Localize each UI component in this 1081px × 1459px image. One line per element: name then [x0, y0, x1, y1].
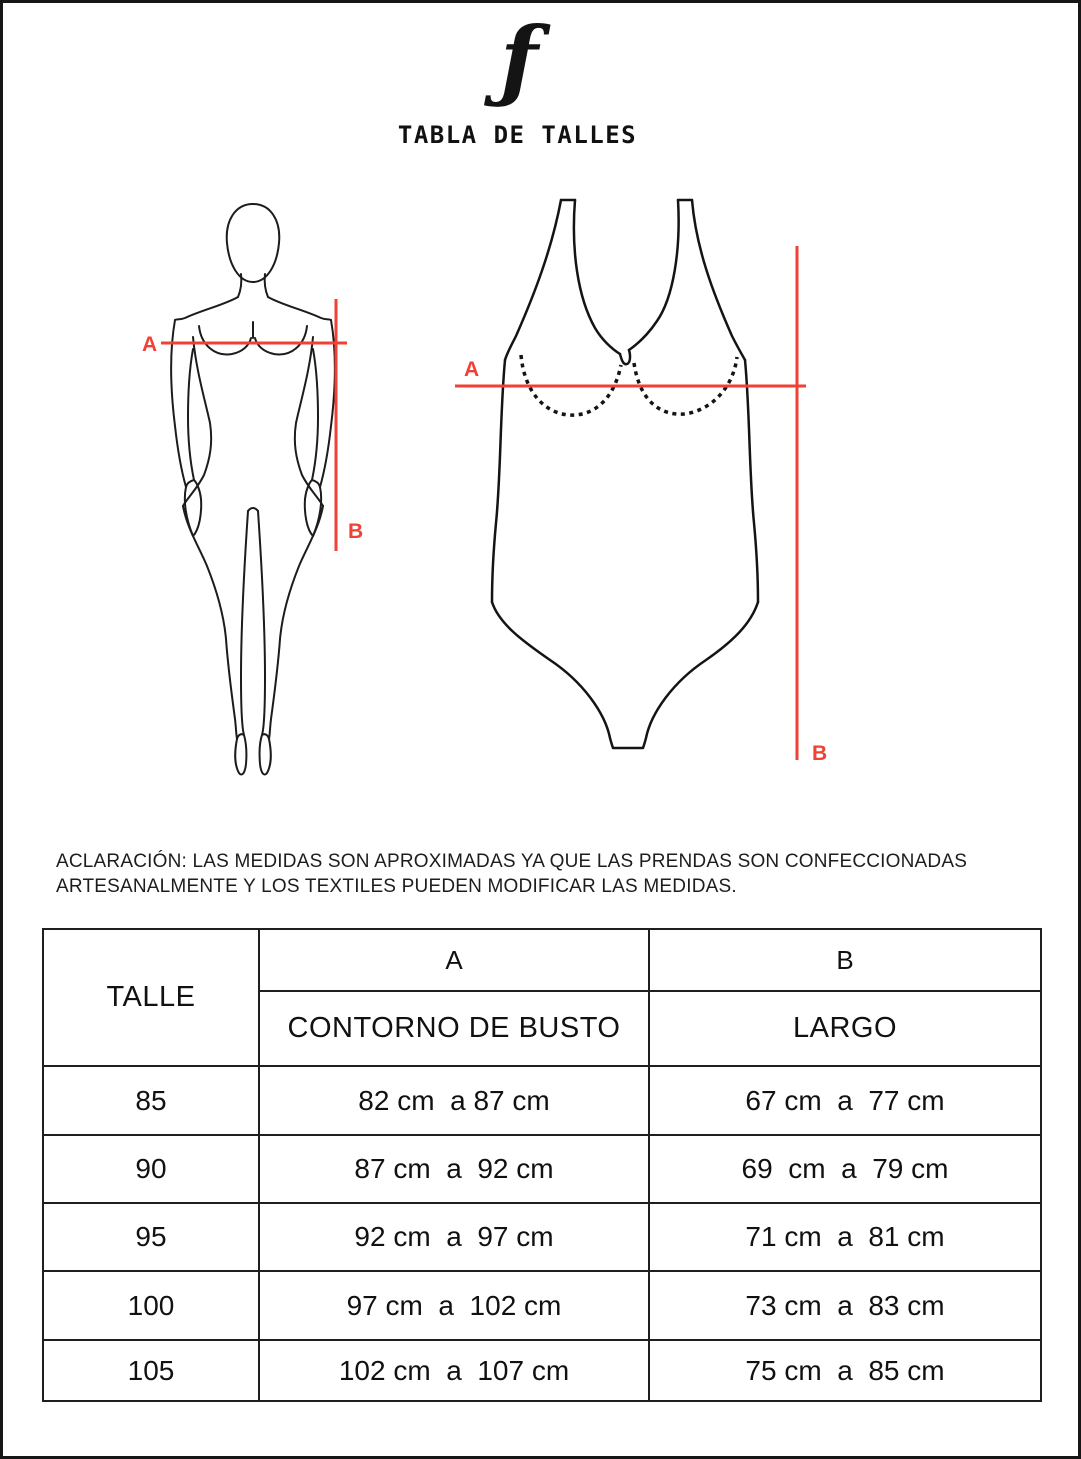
size-table-header-b: B	[649, 929, 1041, 991]
disclaimer-line-1: ACLARACIÓN: LAS MEDIDAS SON APROXIMADAS YA QUE LAS PRENDAS SON CONFECCIONADAS	[56, 851, 968, 872]
size-table-header-largo: LARGO	[649, 991, 1041, 1066]
table-header-letters-row	[43, 929, 1041, 991]
swimsuit-outline	[492, 200, 758, 748]
size-value: 85	[43, 1066, 259, 1135]
body-label-b: B	[348, 520, 364, 543]
disclaimer-note	[56, 849, 1016, 899]
disclaimer-line-2: ARTESANALMENTE Y LOS TEXTILES PUEDEN MODIFICAR LAS MEDIDAS.	[56, 876, 737, 897]
table-row	[43, 1271, 1041, 1340]
size-table	[42, 928, 1042, 1402]
table-row	[43, 1066, 1041, 1135]
length-range-value: 71 cm a 81 cm	[649, 1203, 1041, 1271]
body-measurement-figure	[128, 198, 388, 798]
size-table-header-contorno-busto: CONTORNO DE BUSTO	[259, 991, 649, 1066]
length-range-value: 67 cm a 77 cm	[649, 1066, 1041, 1135]
bust-range-value: 92 cm a 97 cm	[259, 1203, 649, 1271]
body-label-a: A	[142, 333, 158, 356]
bust-range-value: 102 cm a 107 cm	[259, 1340, 649, 1401]
size-table-header-talle: TALLE	[43, 929, 259, 1066]
table-row	[43, 1135, 1041, 1203]
size-value: 90	[43, 1135, 259, 1203]
size-table-header-a: A	[259, 929, 649, 991]
bust-range-value: 87 cm a 92 cm	[259, 1135, 649, 1203]
size-value: 100	[43, 1271, 259, 1340]
table-row	[43, 1340, 1041, 1401]
body-outline	[171, 204, 335, 775]
brand-logo-icon: ƒ	[500, 7, 538, 111]
length-range-value: 69 cm a 79 cm	[649, 1135, 1041, 1203]
suit-label-a: A	[464, 358, 480, 381]
swimsuit-measurement-figure	[438, 193, 838, 778]
suit-label-b: B	[812, 742, 828, 765]
size-value: 105	[43, 1340, 259, 1401]
length-range-value: 75 cm a 85 cm	[649, 1340, 1041, 1401]
bust-range-value: 82 cm a 87 cm	[259, 1066, 649, 1135]
table-row	[43, 1203, 1041, 1271]
length-range-value: 73 cm a 83 cm	[649, 1271, 1041, 1340]
bust-range-value: 97 cm a 102 cm	[259, 1271, 649, 1340]
size-value: 95	[43, 1203, 259, 1271]
page-title: TABLA DE TALLES	[397, 121, 638, 149]
